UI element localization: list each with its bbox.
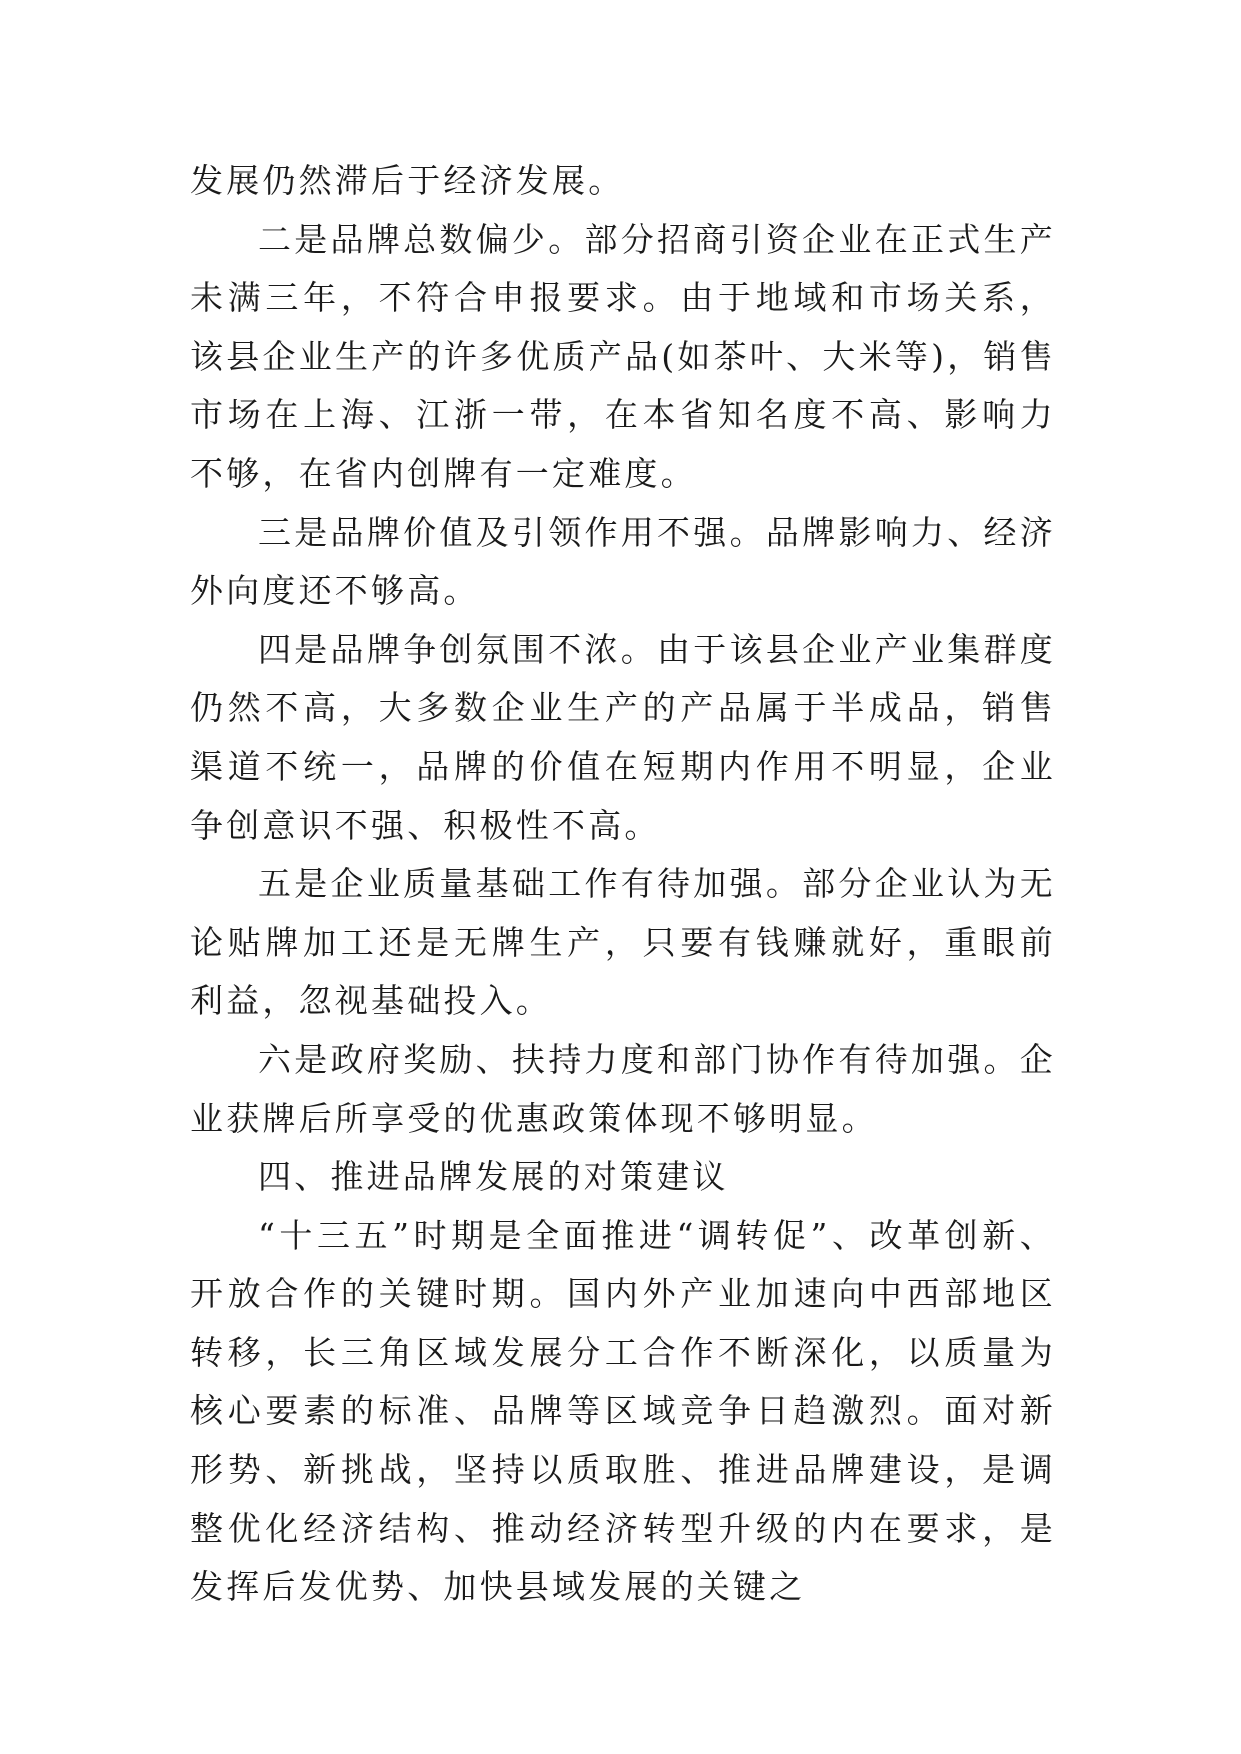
paragraph-continuation: 发展仍然滞后于经济发展。 [190, 161, 625, 200]
paragraph-point-three: 三是品牌价值及引领作用不强。品牌影响力、经济外向度还不够高。 [190, 512, 1056, 611]
paragraph-recommendations: “十三五”时期是全面推进“调转促”、改革创新、开放合作的关键时期。国内外产业加速向中西部地区转移，长三角区域发展分工合作不断深化，以质量为核心要素的标准、品牌等区域竞争日趋激烈。面对新形势、新挑战，坚持以质取胜、推进品牌建设，是调整优化经济结构、推动经济转型升级的内在要求，是发挥后发优势、加快县域发展的关键之 [190, 1215, 1056, 1607]
paragraph-point-four: 四是品牌争创氛围不浓。由于该县企业产业集群度仍然不高，大多数企业生产的产品属于半成品，销售渠道不统一，品牌的价值在短期内作用不明显，企业争创意识不强、积极性不高。 [190, 629, 1056, 845]
paragraph-point-six: 六是政府奖励、扶持力度和部门协作有待加强。企业获牌后所享受的优惠政策体现不够明显。 [190, 1039, 1056, 1138]
document-body [190, 152, 1056, 1617]
paragraph-point-five: 五是企业质量基础工作有待加强。部分企业认为无论贴牌加工还是无牌生产，只要有钱赚就好，重眼前利益，忽视基础投入。 [190, 864, 1056, 1021]
paragraph-point-two: 二是品牌总数偏少。部分招商引资企业在正式生产未满三年，不符合申报要求。由于地域和市场关系，该县企业生产的许多优质产品(如茶叶、大米等)，销售市场在上海、江浙一带，在本省知名度不高、影响力不够，在省内创牌有一定难度。 [190, 219, 1056, 493]
section-heading: 四、推进品牌发展的对策建议 [258, 1157, 729, 1197]
